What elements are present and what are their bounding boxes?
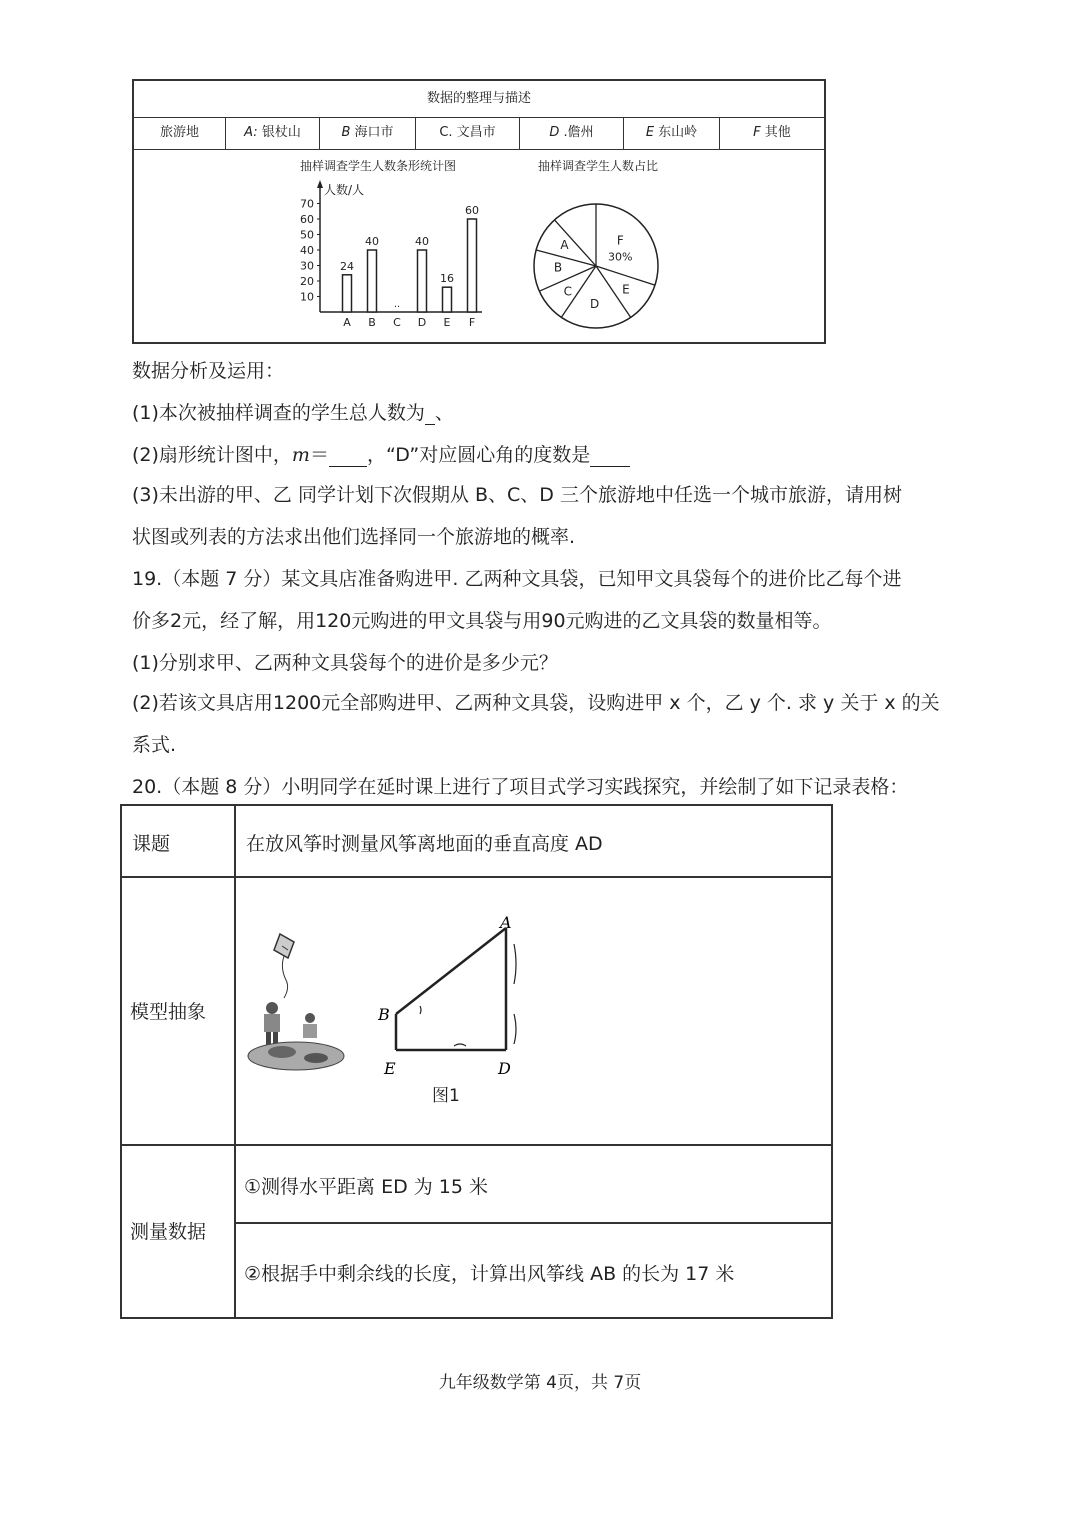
figure-caption: 图1 <box>432 1086 460 1106</box>
place-e: E 东山岭 <box>624 117 720 149</box>
bar-value-label: 60 <box>465 204 479 217</box>
place-c: C. 文昌市 <box>416 117 520 149</box>
place-a: A: 银杖山 <box>226 117 320 149</box>
question-3-line-2: 状图或列表的方法求出他们选择同一个旅游地的概率. <box>132 526 576 548</box>
bar <box>468 219 477 312</box>
place-f: F 其他 <box>753 125 791 140</box>
question-1: (1)本次被抽样调查的学生总人数为 、 <box>132 402 454 424</box>
pie-slice-label: C <box>563 284 572 299</box>
y-tick-label: 20 <box>300 275 314 288</box>
pie-chart <box>526 198 666 338</box>
pie-slice-label: A <box>560 237 569 252</box>
pie-chart-title: 抽样调查学生人数占比 <box>538 159 659 173</box>
bar-value-label: 16 <box>440 272 454 286</box>
y-axis-label: 人数/人 <box>324 183 365 197</box>
x-tick-label: E <box>443 316 451 329</box>
question-19-line-1: 19.（本题 7 分）某文具店准备购进甲. 乙两种文具袋，已知甲文具袋每个的进价比乙每个进 <box>132 568 902 590</box>
question-3-line-1: (3)未出游的甲、乙 同学计划下次假期从 B、C、D 三个旅游地中任选一个城市旅游，请用树 <box>132 484 902 506</box>
y-tick-label: 10 <box>300 290 314 304</box>
pie-slice-label: B <box>553 260 563 275</box>
x-tick-label: B <box>368 316 376 329</box>
bar-value-label: 24 <box>340 259 354 273</box>
question-19-part-2-line-1: (2)若该文具店用1200元全部购进甲、乙两种文具袋，设购进甲 x 个，乙 y 个. 求 y 关于 x 的关 <box>132 692 940 714</box>
question-19-part-2-line-2: 系式. <box>132 734 177 756</box>
topic-text: 在放风筝时测量风筝离地面的垂直高度 AD <box>246 833 603 855</box>
question-19-line-2: 价多2元，经了解，用120元购进的甲文具袋与用90元购进的乙文具袋的数量相等。 <box>132 610 832 632</box>
measurement-1: ①测得水平距离 ED 为 15 米 <box>244 1176 489 1198</box>
bar <box>418 250 427 312</box>
pie-slice-label: D <box>590 296 600 311</box>
bar <box>443 287 452 312</box>
table-title: 数据的整理与描述 <box>134 81 824 118</box>
place-b: B 海口市 <box>320 117 416 149</box>
bar-value-label: 40 <box>365 235 379 248</box>
bar-missing-marker: ·· <box>393 302 401 313</box>
question-2: (2)扇形统计图中，m＝ ，“D”对应圆心角的度数是 <box>132 440 630 467</box>
bar-chart <box>290 180 490 340</box>
y-axis-arrow <box>317 180 323 188</box>
measurement-2: ②根据手中剩余线的长度，计算出风筝线 AB 的长为 17 米 <box>244 1263 735 1285</box>
record-table <box>120 804 833 1319</box>
place-d: D .儋州 <box>520 117 624 149</box>
point-e-label: E <box>384 1059 396 1078</box>
y-tick-label: 60 <box>300 213 314 226</box>
pie-slice-label: E <box>622 282 630 297</box>
places-header: 旅游地 <box>134 117 226 149</box>
point-b-label: B <box>378 1005 390 1024</box>
pie-slice-label: F <box>616 233 624 248</box>
bar <box>343 275 352 312</box>
bar <box>368 250 377 312</box>
question-20-intro: 20.（本题 8 分）小明同学在延时课上进行了项目式学习实践探究，并绘制了如下记录表格： <box>132 776 909 798</box>
y-tick-label: 30 <box>300 259 314 273</box>
x-tick-label: A <box>343 316 351 329</box>
y-tick-label: 70 <box>300 197 314 211</box>
geometry-figure <box>378 914 548 1084</box>
row-label-measurement: 测量数据 <box>130 1221 207 1243</box>
places-row <box>134 117 824 150</box>
x-tick-label: F <box>468 316 476 329</box>
x-tick-label: C <box>393 316 401 329</box>
question-19-part-1: (1)分别求甲、乙两种文具袋每个的进价是多少元？ <box>132 652 558 674</box>
bar-value-label: 40 <box>415 235 429 248</box>
row-label-topic: 课题 <box>132 833 171 855</box>
pie-slice-percent: 30% <box>608 250 633 264</box>
page-footer: 九年级数学第 4页，共 7页 <box>438 1373 642 1393</box>
y-tick-label: 50 <box>300 228 314 242</box>
kite-flying-illustration <box>246 928 356 1078</box>
point-a-label: A <box>500 914 512 932</box>
row-label-model: 模型抽象 <box>130 1001 207 1023</box>
bar-chart-title: 抽样调查学生人数条形统计图 <box>300 159 457 173</box>
x-tick-label: D <box>417 316 427 329</box>
analysis-heading: 数据分析及运用： <box>132 360 285 382</box>
y-tick-label: 40 <box>300 244 314 257</box>
point-d-label: D <box>498 1059 511 1078</box>
